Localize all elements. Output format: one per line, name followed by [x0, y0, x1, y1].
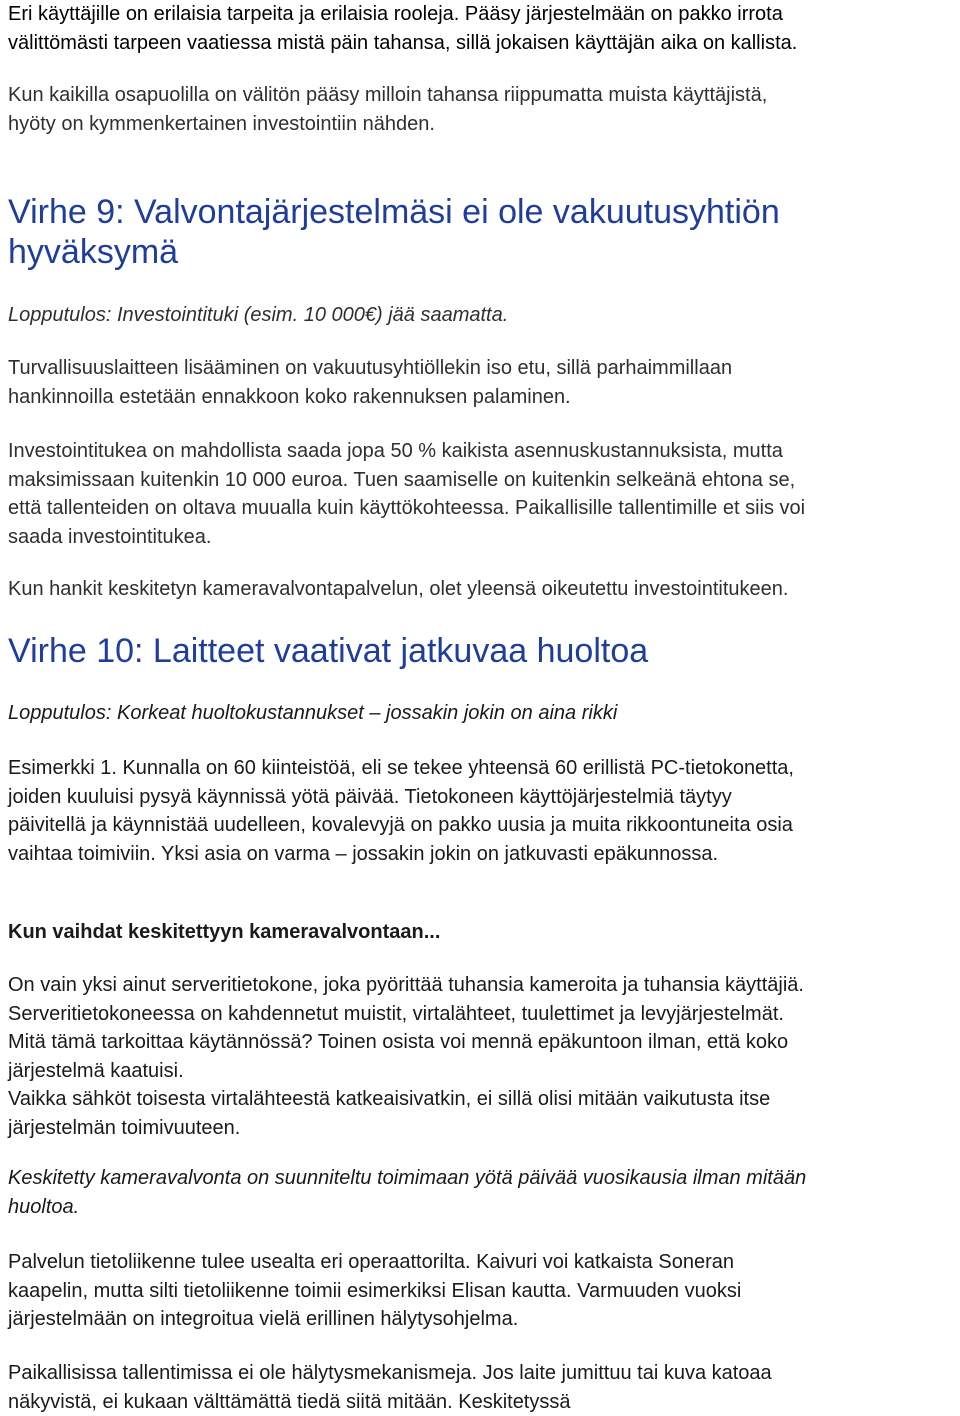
virhe-9-paragraph-2: [8, 437, 805, 551]
virhe-9-paragraph-3: [8, 575, 788, 604]
text-line: järjestelmä kaatuisi.: [8, 1057, 804, 1086]
text-line: Vaikka sähköt toisesta virtalähteestä katkeaisivatkin, ei sillä olisi mitään vaikutusta itse: [8, 1085, 804, 1114]
text-line: järjestelmään on integroitua vielä erillinen hälytysohjelma.: [8, 1305, 741, 1334]
text-line: hyöty on kymmenkertainen investointiin nähden.: [8, 110, 767, 139]
switch-paragraph-4: [8, 1359, 772, 1416]
section-heading-virhe-9: [8, 192, 780, 272]
switch-paragraph-3: [8, 1248, 741, 1334]
intro-paragraph-1: [8, 0, 797, 57]
heading-line: hyväksymä: [8, 232, 780, 272]
text-line: On vain yksi ainut serveritietokone, joka pyörittää tuhansia kameroita ja tuhansia käyttäjiä.: [8, 971, 804, 1000]
text-line: joiden kuuluisi pysyä käynnissä yötä päivää. Tietokoneen käyttöjärjestelmiä täytyy: [8, 783, 794, 812]
text-line: Mitä tämä tarkoittaa käytännössä? Toinen osista voi mennä epäkuntoon ilman, että koko: [8, 1028, 804, 1057]
text-line: kaapelin, mutta silti tietoliikenne toimii esimerkiksi Elisan kautta. Varmuuden vuoksi: [8, 1277, 741, 1306]
section-heading-virhe-10: [8, 631, 648, 671]
text-line: vaihtaa toimiviin. Yksi asia on varma – jossakin jokin on jatkuvasti epäkunnossa.: [8, 840, 794, 869]
virhe-9-result: [8, 301, 508, 330]
text-line: näkyvistä, ei kukaan välttämättä tiedä siitä mitään. Keskitetyssä: [8, 1388, 772, 1416]
intro-paragraph-2: [8, 81, 767, 138]
heading-line: Virhe 10: Laitteet vaativat jatkuvaa huoltoa: [8, 631, 648, 671]
text-line: Eri käyttäjille on erilaisia tarpeita ja erilaisia rooleja. Pääsy järjestelmään on pakko irrota: [8, 0, 797, 29]
heading-line: Virhe 9: Valvontajärjestelmäsi ei ole vakuutusyhtiön: [8, 192, 780, 232]
text-line: Palvelun tietoliikenne tulee usealta eri operaattorilta. Kaivuri voi katkaista Soneran: [8, 1248, 741, 1277]
text-line: välittömästi tarpeen vaatiessa mistä päin tahansa, sillä jokaisen käyttäjän aika on kallista.: [8, 29, 797, 58]
text-line: Kun kaikilla osapuolilla on välitön pääsy milloin tahansa riippumatta muista käyttäjistä,: [8, 81, 767, 110]
virhe-10-result: [8, 699, 617, 728]
virhe-9-paragraph-1: [8, 354, 732, 411]
text-line: Keskitetty kameravalvonta on suunniteltu toimimaan yötä päivää vuosikausia ilman mitään: [8, 1164, 806, 1193]
text-line: Turvallisuuslaitteen lisääminen on vakuutusyhtiöllekin iso etu, sillä parhaimmillaan: [8, 354, 732, 383]
text-line: päivitellä ja käynnistää uudelleen, kovalevyjä on pakko uusia ja muita rikkoontuneita osia: [8, 811, 794, 840]
text-line: Serveritietokoneessa on kahdennetut muistit, virtalähteet, tuulettimet ja levyjärjestelmät.: [8, 1000, 804, 1029]
text-line: Lopputulos: Korkeat huoltokustannukset – jossakin jokin on aina rikki: [8, 699, 617, 728]
virhe-10-example: [8, 754, 794, 868]
text-line: Kun hankit keskitetyn kameravalvontapalvelun, olet yleensä oikeutettu investointitukeen.: [8, 575, 788, 604]
text-line: että tallenteiden on oltava muualla kuin käyttökohteessa. Paikallisille tallentimille et siis voi: [8, 494, 805, 523]
switch-heading: [8, 918, 440, 947]
text-line: järjestelmän toimivuuteen.: [8, 1114, 804, 1143]
text-line: Paikallisissa tallentimissa ei ole hälytysmekanismeja. Jos laite jumittuu tai kuva katoaa: [8, 1359, 772, 1388]
text-line: huoltoa.: [8, 1193, 806, 1222]
text-line: maksimissaan kuitenkin 10 000 euroa. Tuen saamiselle on kuitenkin selkeänä ehtona se,: [8, 466, 805, 495]
text-line: Investointitukea on mahdollista saada jopa 50 % kaikista asennuskustannuksista, mutta: [8, 437, 805, 466]
text-line: Kun vaihdat keskitettyyn kameravalvontaan...: [8, 918, 440, 947]
text-line: hankinnoilla estetään ennakkoon koko rakennuksen palaminen.: [8, 383, 732, 412]
text-line: Lopputulos: Investointituki (esim. 10 000€) jää saamatta.: [8, 301, 508, 330]
text-line: saada investointitukea.: [8, 523, 805, 552]
switch-paragraph-2: [8, 1164, 806, 1221]
switch-paragraph-1: [8, 971, 804, 1142]
text-line: Esimerkki 1. Kunnalla on 60 kiinteistöä, eli se tekee yhteensä 60 erillistä PC-tietokonetta,: [8, 754, 794, 783]
